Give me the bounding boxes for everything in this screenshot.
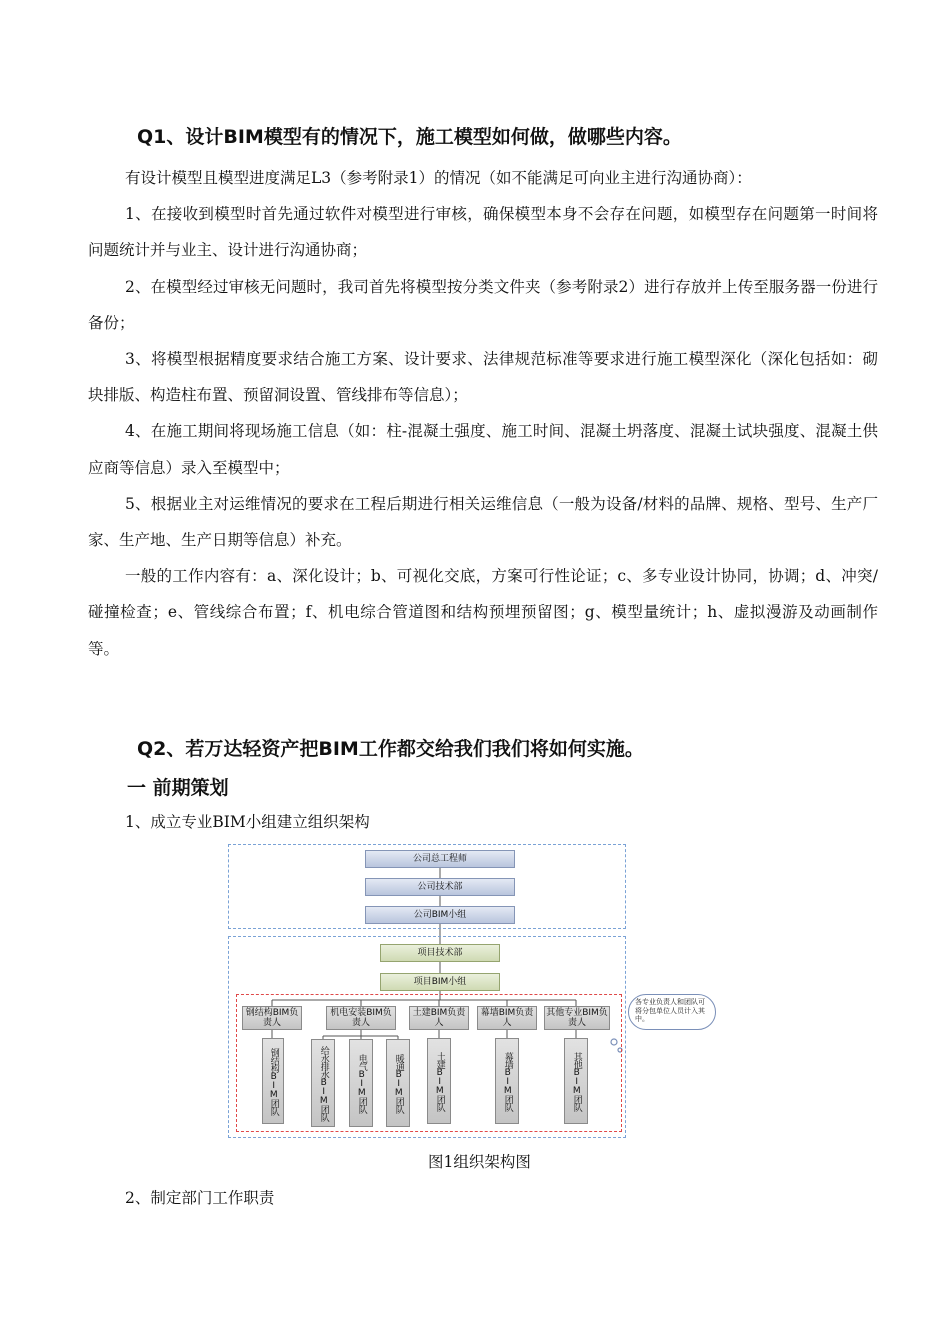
q1-body (88, 160, 878, 667)
q1-heading: Q1、设计BIM模型有的情况下，施工模型如何做，做哪些内容。 (137, 126, 682, 148)
q1-paragraph: 5、根据业主对运维情况的要求在工程后期进行相关运维信息（一般为设备/材料的品牌、规格、型号、生产厂家、生产地、生产日期等信息）补充。 (88, 494, 878, 550)
figure-caption: 图1组织架构图 (428, 1153, 531, 1171)
org-box-lead: 幕墙BIM负责人 (477, 1006, 537, 1030)
org-box-lead: 钢结构BIM负责人 (242, 1006, 302, 1030)
note-callout: 各专业负责人和团队可将分包单位人员计入其中。 (628, 994, 716, 1030)
org-box-team: 钢结构BIM团队 (262, 1038, 284, 1124)
org-box-lead: 其他专业BIM负责人 (544, 1006, 610, 1030)
q1-paragraph: 1、在接收到模型时首先通过软件对模型进行审核，确保模型本身不会存在问题，如模型存在问题第一时间将问题统计并与业主、设计进行沟通协商； (88, 205, 878, 260)
q1-paragraph: 3、将模型根据精度要求结合施工方案、设计要求、法律规范标准等要求进行施工模型深化（深化包括如：砌块排版、构造柱布置、预留洞设置、管线排布等信息）； (88, 350, 878, 405)
org-box-team: 其他BIM团队 (564, 1038, 588, 1124)
org-box-company-bim-group: 公司BIM小组 (365, 906, 515, 924)
org-box-lead: 机电安装BIM负责人 (326, 1006, 396, 1030)
org-box-project-bim-group: 项目BIM小组 (380, 973, 500, 991)
q2-heading: Q2、若万达轻资产把BIM工作都交给我们我们将如何实施。 (137, 738, 644, 760)
org-box-project-tech-dept: 项目技术部 (380, 944, 500, 962)
org-box-company-tech-dept: 公司技术部 (365, 878, 515, 896)
org-box-team: 土建BIM团队 (427, 1038, 451, 1124)
section-heading: 一 前期策划 (127, 777, 229, 799)
org-box-team: 暖通BIM团队 (386, 1039, 410, 1127)
q1-paragraph: 2、在模型经过审核无问题时，我司首先将模型按分类文件夹（参考附录2）进行存放并上传至服务器一份进行备份； (88, 277, 878, 332)
item-1: 1、成立专业BIM小组建立组织架构 (125, 813, 370, 831)
org-chart (228, 842, 705, 1138)
org-box-team: 电气BIM团队 (349, 1039, 373, 1127)
org-box-team: 给水排水BIM团队 (311, 1039, 335, 1127)
q1-paragraph: 一般的工作内容有：a、深化设计；b、可视化交底，方案可行性论证；c、多专业设计协同，协调；d、冲突/碰撞检查；e、管线综合布置；f、机电综合管道图和结构预埋预留图；g、模型量统计；h、虚拟漫游及动画制作等。 (88, 567, 878, 658)
q1-paragraph: 有设计模型且模型进度满足L3（参考附录1）的情况（如不能满足可向业主进行沟通协商）： (125, 169, 752, 187)
q1-paragraph: 4、在施工期间将现场施工信息（如：柱-混凝土强度、施工时间、混凝土坍落度、混凝土试块强度、混凝土供应商等信息）录入至模型中； (88, 422, 878, 477)
org-box-chief-engineer: 公司总工程师 (365, 850, 515, 868)
org-box-lead: 土建BIM负责人 (409, 1006, 469, 1030)
item-2: 2、制定部门工作职责 (125, 1189, 275, 1207)
org-box-team: 幕墙BIM团队 (495, 1038, 519, 1124)
